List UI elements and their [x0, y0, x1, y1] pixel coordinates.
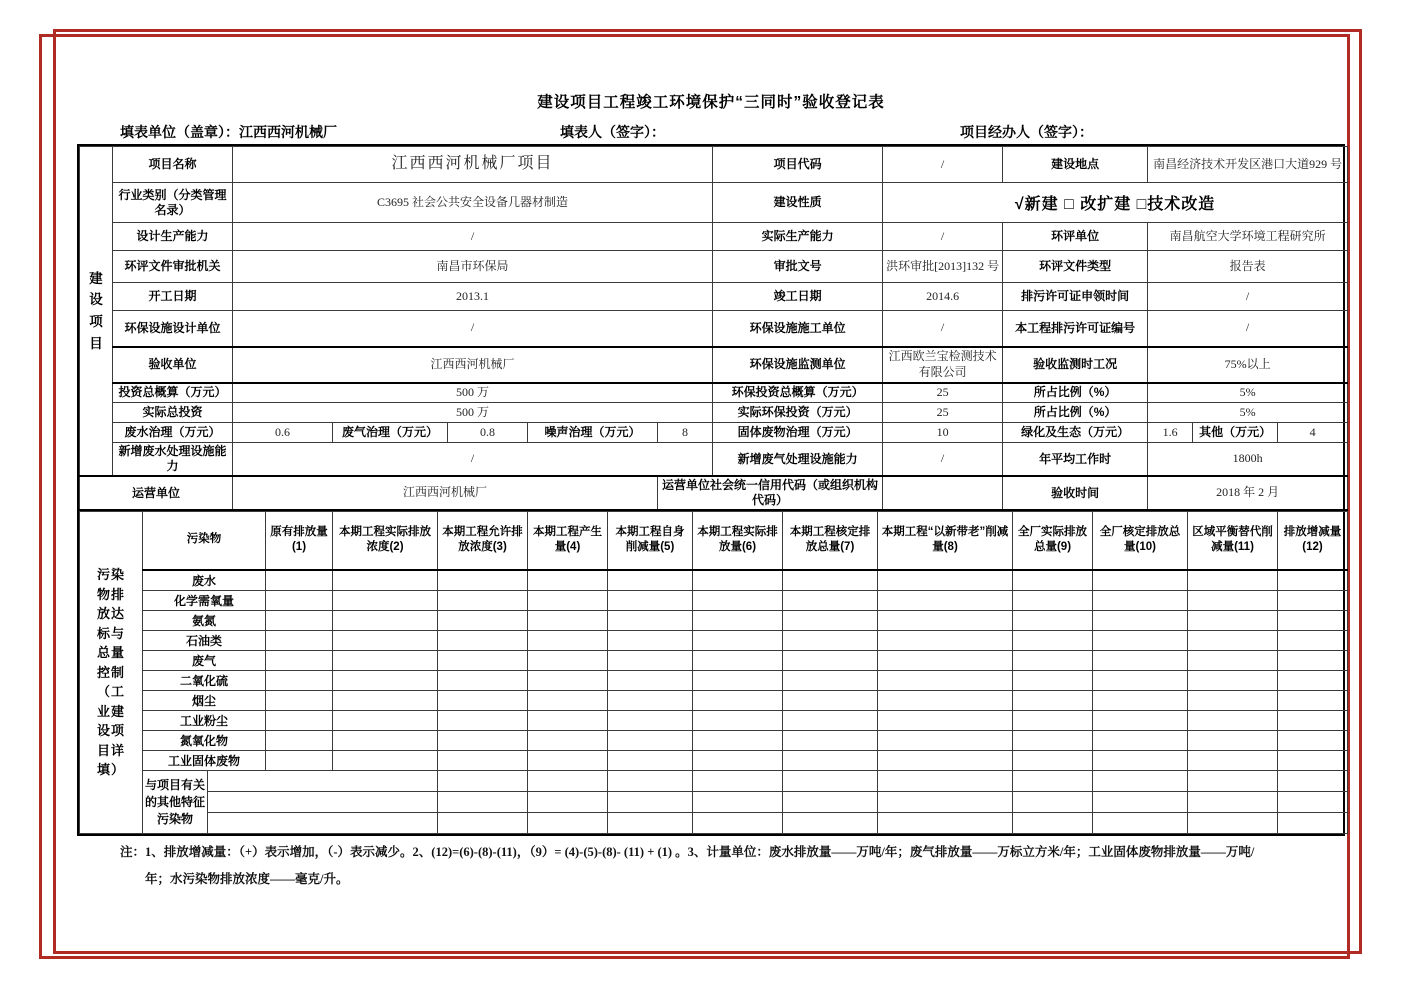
empty-data-cell [1278, 730, 1348, 750]
empty-data-cell [1188, 670, 1278, 690]
value-greening-ecology-cost: 1.6 [1148, 423, 1193, 443]
empty-data-cell [1013, 590, 1093, 610]
label-solidwaste-treatment-cost: 固体废物治理（万元） [713, 423, 883, 443]
empty-data-cell [783, 590, 878, 610]
empty-data-cell [1278, 670, 1348, 690]
empty-data-cell [608, 590, 693, 610]
empty-data-cell [333, 590, 438, 610]
empty-data-cell [528, 791, 608, 812]
col-header-regional-balance-reduction: 区域平衡替代削减量(11) [1188, 512, 1278, 570]
empty-data-cell [693, 630, 783, 650]
value-eia-approval-authority: 南昌市环保局 [233, 251, 713, 283]
empty-data-cell [528, 730, 608, 750]
empty-data-cell [1093, 650, 1188, 670]
col-header-plant-approved-total: 全厂核定排放总量(10) [1093, 512, 1188, 570]
empty-data-cell [608, 670, 693, 690]
label-proportion-1: 所占比例（%） [1003, 383, 1148, 403]
value-proportion-1: 5% [1148, 383, 1348, 403]
empty-data-cell [438, 812, 528, 833]
empty-data-cell [783, 650, 878, 670]
pollutant-row-smoke-dust: 烟尘 [143, 690, 266, 710]
empty-data-cell [528, 590, 608, 610]
empty-data-cell [1093, 670, 1188, 690]
label-env-construction-unit: 环保设施施工单位 [713, 311, 883, 347]
empty-data-cell [1093, 730, 1188, 750]
empty-data-cell [878, 650, 1013, 670]
col-header-pollutant: 污染物 [143, 512, 266, 570]
empty-data-cell [1013, 630, 1093, 650]
empty-data-cell [783, 812, 878, 833]
empty-data-cell [438, 791, 528, 812]
empty-data-cell [693, 670, 783, 690]
value-wastegas-treatment-cost: 0.8 [448, 423, 528, 443]
empty-data-cell [1188, 730, 1278, 750]
label-completion-date: 竣工日期 [713, 283, 883, 311]
value-noise-treatment-cost: 8 [658, 423, 713, 443]
empty-data-cell [438, 730, 528, 750]
empty-data-cell [1093, 690, 1188, 710]
empty-data-cell [438, 570, 528, 591]
empty-data-cell [1278, 791, 1348, 812]
value-monitor-condition: 75%以上 [1148, 347, 1348, 383]
empty-data-cell [1188, 570, 1278, 591]
empty-data-cell [528, 750, 608, 770]
empty-data-cell [608, 690, 693, 710]
empty-data-cell [1278, 750, 1348, 770]
form-meta-row [77, 118, 1345, 144]
label-monitor-condition: 验收监测时工况 [1003, 347, 1148, 383]
empty-data-cell [1093, 710, 1188, 730]
label-project-code: 项目代码 [713, 147, 883, 183]
empty-data-cell [266, 590, 333, 610]
value-wastewater-treatment-cost: 0.6 [233, 423, 333, 443]
value-completion-date: 2014.6 [883, 283, 1003, 311]
empty-data-cell [608, 812, 693, 833]
empty-data-cell [783, 770, 878, 791]
value-industry-category: C3695 社会公共安全设备几器材制造 [233, 183, 713, 223]
empty-data-cell [1093, 791, 1188, 812]
empty-data-cell [1013, 610, 1093, 630]
empty-data-cell [608, 770, 693, 791]
empty-data-cell [878, 812, 1013, 833]
empty-data-cell [333, 630, 438, 650]
empty-data-cell [266, 630, 333, 650]
empty-data-cell [528, 670, 608, 690]
value-eia-unit: 南昌航空大学环境工程研究所 [1148, 223, 1348, 251]
vertical-label-pollution-control: 污染物排放达标与总量控制（工业建设项目详填） [80, 512, 143, 834]
empty-data-cell [1093, 610, 1188, 630]
col-header-new-replace-old-reduction: 本期工程“以新带老”削减量(8) [878, 512, 1013, 570]
empty-data-cell [878, 670, 1013, 690]
filler-signature-label: 填表人（签字）： [560, 124, 665, 140]
value-permit-number: / [1148, 311, 1348, 347]
empty-data-cell [608, 610, 693, 630]
empty-data-cell [1188, 710, 1278, 730]
label-env-investment-budget: 环保投资总概算（万元） [713, 383, 883, 403]
label-eia-approval-authority: 环评文件审批机关 [113, 251, 233, 283]
col-header-generated-amount: 本期工程产生量(4) [528, 512, 608, 570]
empty-data-cell [693, 812, 783, 833]
label-wastegas-treatment-cost: 废气治理（万元） [333, 423, 448, 443]
empty-data-cell [266, 750, 333, 770]
empty-data-cell [693, 590, 783, 610]
empty-data-cell [1278, 770, 1348, 791]
label-actual-total-investment: 实际总投资 [113, 403, 233, 423]
value-proportion-2: 5% [1148, 403, 1348, 423]
label-project-name: 项目名称 [113, 147, 233, 183]
empty-data-cell [1093, 590, 1188, 610]
empty-data-cell [528, 690, 608, 710]
empty-data-cell [1093, 570, 1188, 591]
empty-data-cell [1013, 812, 1093, 833]
vertical-label-construction: 建设项目 [80, 147, 113, 477]
value-actual-env-investment: 25 [883, 403, 1003, 423]
empty-data-cell [878, 610, 1013, 630]
empty-data-cell [1013, 730, 1093, 750]
label-new-wastegas-capacity: 新增废气处理设施能力 [713, 443, 883, 477]
pollutant-row-wastegas: 废气 [143, 650, 266, 670]
empty-data-cell [693, 710, 783, 730]
empty-data-cell [783, 630, 878, 650]
empty-data-cell [878, 590, 1013, 610]
value-total-investment-budget: 500 万 [233, 383, 713, 403]
empty-data-cell [783, 570, 878, 591]
empty-data-cell [608, 730, 693, 750]
label-design-capacity: 设计生产能力 [113, 223, 233, 251]
empty-data-cell [333, 710, 438, 730]
empty-data-cell [783, 690, 878, 710]
pollutant-row-petroleum: 石油类 [143, 630, 266, 650]
empty-data-cell [1278, 610, 1348, 630]
empty-data-cell [438, 770, 528, 791]
label-greening-ecology-cost: 绿化及生态（万元） [1003, 423, 1148, 443]
empty-data-cell [266, 730, 333, 750]
value-build-nature-checkboxes: √新建 □ 改扩建 □技术改造 [883, 183, 1348, 223]
label-env-monitor-unit: 环保设施监测单位 [713, 347, 883, 383]
empty-data-cell [1188, 791, 1278, 812]
empty-data-cell [783, 670, 878, 690]
empty-data-cell [1278, 650, 1348, 670]
empty-data-cell [528, 610, 608, 630]
value-env-monitor-unit: 江西欧兰宝检测技术有限公司 [883, 347, 1003, 383]
value-actual-total-investment: 500 万 [233, 403, 713, 423]
value-actual-capacity: / [883, 223, 1003, 251]
empty-data-cell [528, 650, 608, 670]
pollutant-row-nox: 氮氧化物 [143, 730, 266, 750]
value-design-capacity: / [233, 223, 713, 251]
empty-data-cell [1013, 770, 1093, 791]
empty-data-cell [1188, 812, 1278, 833]
empty-data-cell [878, 770, 1013, 791]
empty-data-cell [783, 750, 878, 770]
value-build-location: 南昌经济技术开发区港口大道929 号 [1148, 147, 1348, 183]
empty-data-cell [693, 730, 783, 750]
pollutant-row-industrial-solid-waste: 工业固体废物 [143, 750, 266, 770]
empty-data-cell [693, 791, 783, 812]
empty-data-cell [878, 791, 1013, 812]
empty-data-cell [1188, 590, 1278, 610]
col-header-actual-concentration: 本期工程实际排放浓度(2) [333, 512, 438, 570]
pollutant-row-wastewater: 废水 [143, 570, 266, 591]
label-eia-unit: 环评单位 [1003, 223, 1148, 251]
empty-data-cell [333, 730, 438, 750]
empty-data-cell [333, 750, 438, 770]
label-actual-capacity: 实际生产能力 [713, 223, 883, 251]
pollutant-row-industrial-dust: 工业粉尘 [143, 710, 266, 730]
label-wastewater-treatment-cost: 废水治理（万元） [113, 423, 233, 443]
col-header-allowed-concentration: 本期工程允许排放浓度(3) [438, 512, 528, 570]
empty-data-cell [1093, 630, 1188, 650]
construction-info-table [79, 146, 1348, 511]
empty-data-cell [528, 812, 608, 833]
empty-data-cell [1013, 791, 1093, 812]
empty-data-cell [608, 570, 693, 591]
value-new-wastewater-capacity: / [233, 443, 713, 477]
empty-data-cell [1013, 670, 1093, 690]
label-operating-unit: 运营单位 [80, 476, 233, 510]
col-header-emission-change: 排放增减量(12) [1278, 512, 1348, 570]
empty-data-cell [333, 570, 438, 591]
empty-data-cell [693, 750, 783, 770]
empty-data-cell [528, 570, 608, 591]
label-env-design-unit: 环保设施设计单位 [113, 311, 233, 347]
label-noise-treatment-cost: 噪声治理（万元） [528, 423, 658, 443]
empty-data-cell [266, 710, 333, 730]
empty-data-cell [608, 630, 693, 650]
empty-data-cell [693, 770, 783, 791]
label-permit-number: 本工程排污许可证编号 [1003, 311, 1148, 347]
empty-data-cell [1278, 812, 1348, 833]
value-approval-number: 洪环审批[2013]132 号 [883, 251, 1003, 283]
label-actual-env-investment: 实际环保投资（万元） [713, 403, 883, 423]
empty-data-cell [438, 630, 528, 650]
value-other-cost: 4 [1278, 423, 1348, 443]
empty-data-cell [608, 710, 693, 730]
empty-data-cell [528, 630, 608, 650]
value-env-investment-budget: 25 [883, 383, 1003, 403]
empty-data-cell [783, 610, 878, 630]
empty-data-cell [693, 690, 783, 710]
footnote [77, 844, 1345, 889]
empty-data-cell [693, 610, 783, 630]
empty-data-cell [266, 690, 333, 710]
empty-data-cell [266, 610, 333, 630]
empty-data-cell [528, 710, 608, 730]
empty-data-cell [878, 710, 1013, 730]
empty-data-cell [1278, 630, 1348, 650]
value-start-date: 2013.1 [233, 283, 713, 311]
agent-signature-label: 项目经办人（签字）： [960, 124, 1093, 140]
empty-data-cell [1093, 770, 1188, 791]
pollutant-table [79, 511, 1348, 834]
empty-data-cell [1013, 650, 1093, 670]
value-env-design-unit: / [233, 311, 713, 347]
value-acceptance-unit: 江西西河机械厂 [233, 347, 713, 383]
footnote-line-2: 年；水污染物排放浓度——毫克/升。 [145, 872, 349, 886]
value-permit-apply-time: / [1148, 283, 1348, 311]
empty-data-cell [333, 610, 438, 630]
label-proportion-2: 所占比例（%） [1003, 403, 1148, 423]
registration-table [77, 144, 1345, 836]
value-project-code: / [883, 147, 1003, 183]
pollutant-row-so2: 二氧化硫 [143, 670, 266, 690]
value-operating-unit: 江西西河机械厂 [233, 476, 658, 510]
label-credit-code: 运营单位社会统一信用代码（或组织机构代码） [658, 476, 883, 510]
page-title: 建设项目工程竣工环境保护“三同时”验收登记表 [537, 94, 885, 111]
empty-data-cell [878, 730, 1013, 750]
col-header-original-emission: 原有排放量(1) [266, 512, 333, 570]
value-new-wastegas-capacity: / [883, 443, 1003, 477]
value-acceptance-time: 2018 年 2 月 [1148, 476, 1348, 510]
empty-data-cell [693, 570, 783, 591]
label-acceptance-time: 验收时间 [1003, 476, 1148, 510]
empty-data-cell [1013, 750, 1093, 770]
empty-data-cell [608, 750, 693, 770]
form-page [77, 90, 1345, 889]
empty-data-cell [438, 710, 528, 730]
empty-data-cell [1013, 710, 1093, 730]
label-permit-apply-time: 排污许可证申领时间 [1003, 283, 1148, 311]
empty-data-cell [266, 650, 333, 670]
col-header-actual-emission: 本期工程实际排放量(6) [693, 512, 783, 570]
empty-data-cell [1188, 630, 1278, 650]
empty-data-cell [608, 650, 693, 670]
label-build-location: 建设地点 [1003, 147, 1148, 183]
empty-data-cell [878, 690, 1013, 710]
empty-data-cell [1188, 610, 1278, 630]
label-build-nature: 建设性质 [713, 183, 883, 223]
other-pollutant-name-cell [208, 770, 438, 791]
pollutant-row-cod: 化学需氧量 [143, 590, 266, 610]
empty-data-cell [438, 690, 528, 710]
empty-data-cell [333, 690, 438, 710]
other-pollutant-name-cell [208, 812, 438, 833]
label-start-date: 开工日期 [113, 283, 233, 311]
empty-data-cell [1278, 710, 1348, 730]
empty-data-cell [1188, 650, 1278, 670]
label-new-wastewater-capacity: 新增废水处理设施能力 [113, 443, 233, 477]
empty-data-cell [333, 650, 438, 670]
empty-data-cell [438, 610, 528, 630]
empty-data-cell [608, 791, 693, 812]
empty-data-cell [1013, 690, 1093, 710]
empty-data-cell [1188, 750, 1278, 770]
col-header-approved-total: 本期工程核定排放总量(7) [783, 512, 878, 570]
value-eia-doc-type: 报告表 [1148, 251, 1348, 283]
label-eia-doc-type: 环评文件类型 [1003, 251, 1148, 283]
empty-data-cell [783, 791, 878, 812]
empty-data-cell [693, 650, 783, 670]
empty-data-cell [1278, 590, 1348, 610]
label-approval-number: 审批文号 [713, 251, 883, 283]
empty-data-cell [1188, 770, 1278, 791]
empty-data-cell [266, 670, 333, 690]
fill-unit-label: 填表单位（盖章）：江西西河机械厂 [120, 124, 337, 140]
empty-data-cell [878, 630, 1013, 650]
label-industry-category: 行业类别（分类管理名录） [113, 183, 233, 223]
pollutant-row-ammonia: 氨氮 [143, 610, 266, 630]
label-annual-working-hours: 年平均工作时 [1003, 443, 1148, 477]
value-solidwaste-treatment-cost: 10 [883, 423, 1003, 443]
empty-data-cell [783, 730, 878, 750]
empty-data-cell [438, 590, 528, 610]
empty-data-cell [1093, 812, 1188, 833]
empty-data-cell [438, 670, 528, 690]
empty-data-cell [333, 670, 438, 690]
empty-data-cell [1188, 690, 1278, 710]
empty-data-cell [783, 710, 878, 730]
empty-data-cell [1278, 690, 1348, 710]
empty-data-cell [878, 570, 1013, 591]
empty-data-cell [266, 570, 333, 591]
label-acceptance-unit: 验收单位 [113, 347, 233, 383]
empty-data-cell [438, 650, 528, 670]
label-other-cost: 其他（万元） [1193, 423, 1278, 443]
value-project-name: 江西西河机械厂项目 [233, 147, 713, 183]
empty-data-cell [438, 750, 528, 770]
pollutant-row-other-characteristic-label: 与项目有关的其他特征污染物 [143, 770, 208, 833]
other-pollutant-name-cell [208, 791, 438, 812]
col-header-plant-actual-total: 全厂实际排放总量(9) [1013, 512, 1093, 570]
empty-data-cell [878, 750, 1013, 770]
value-annual-working-hours: 1800h [1148, 443, 1348, 477]
label-total-investment-budget: 投资总概算（万元） [113, 383, 233, 403]
empty-data-cell [1013, 570, 1093, 591]
footnote-line-1: 注：1、排放增减量：（+）表示增加，（-）表示减少。2、(12)=(6)-(8)-(11)，（9）= (4)-(5)-(8)- (11) + (1) 。3、计量单位：废水排放量——万吨/年；废气排放量——万标立方米/年；工业固体废物排放量——万吨/ [120, 844, 1255, 859]
value-credit-code [883, 476, 1003, 510]
empty-data-cell [1093, 750, 1188, 770]
empty-data-cell [528, 770, 608, 791]
col-header-self-reduction: 本期工程自身削减量(5) [608, 512, 693, 570]
empty-data-cell [1278, 570, 1348, 591]
value-env-construction-unit: / [883, 311, 1003, 347]
